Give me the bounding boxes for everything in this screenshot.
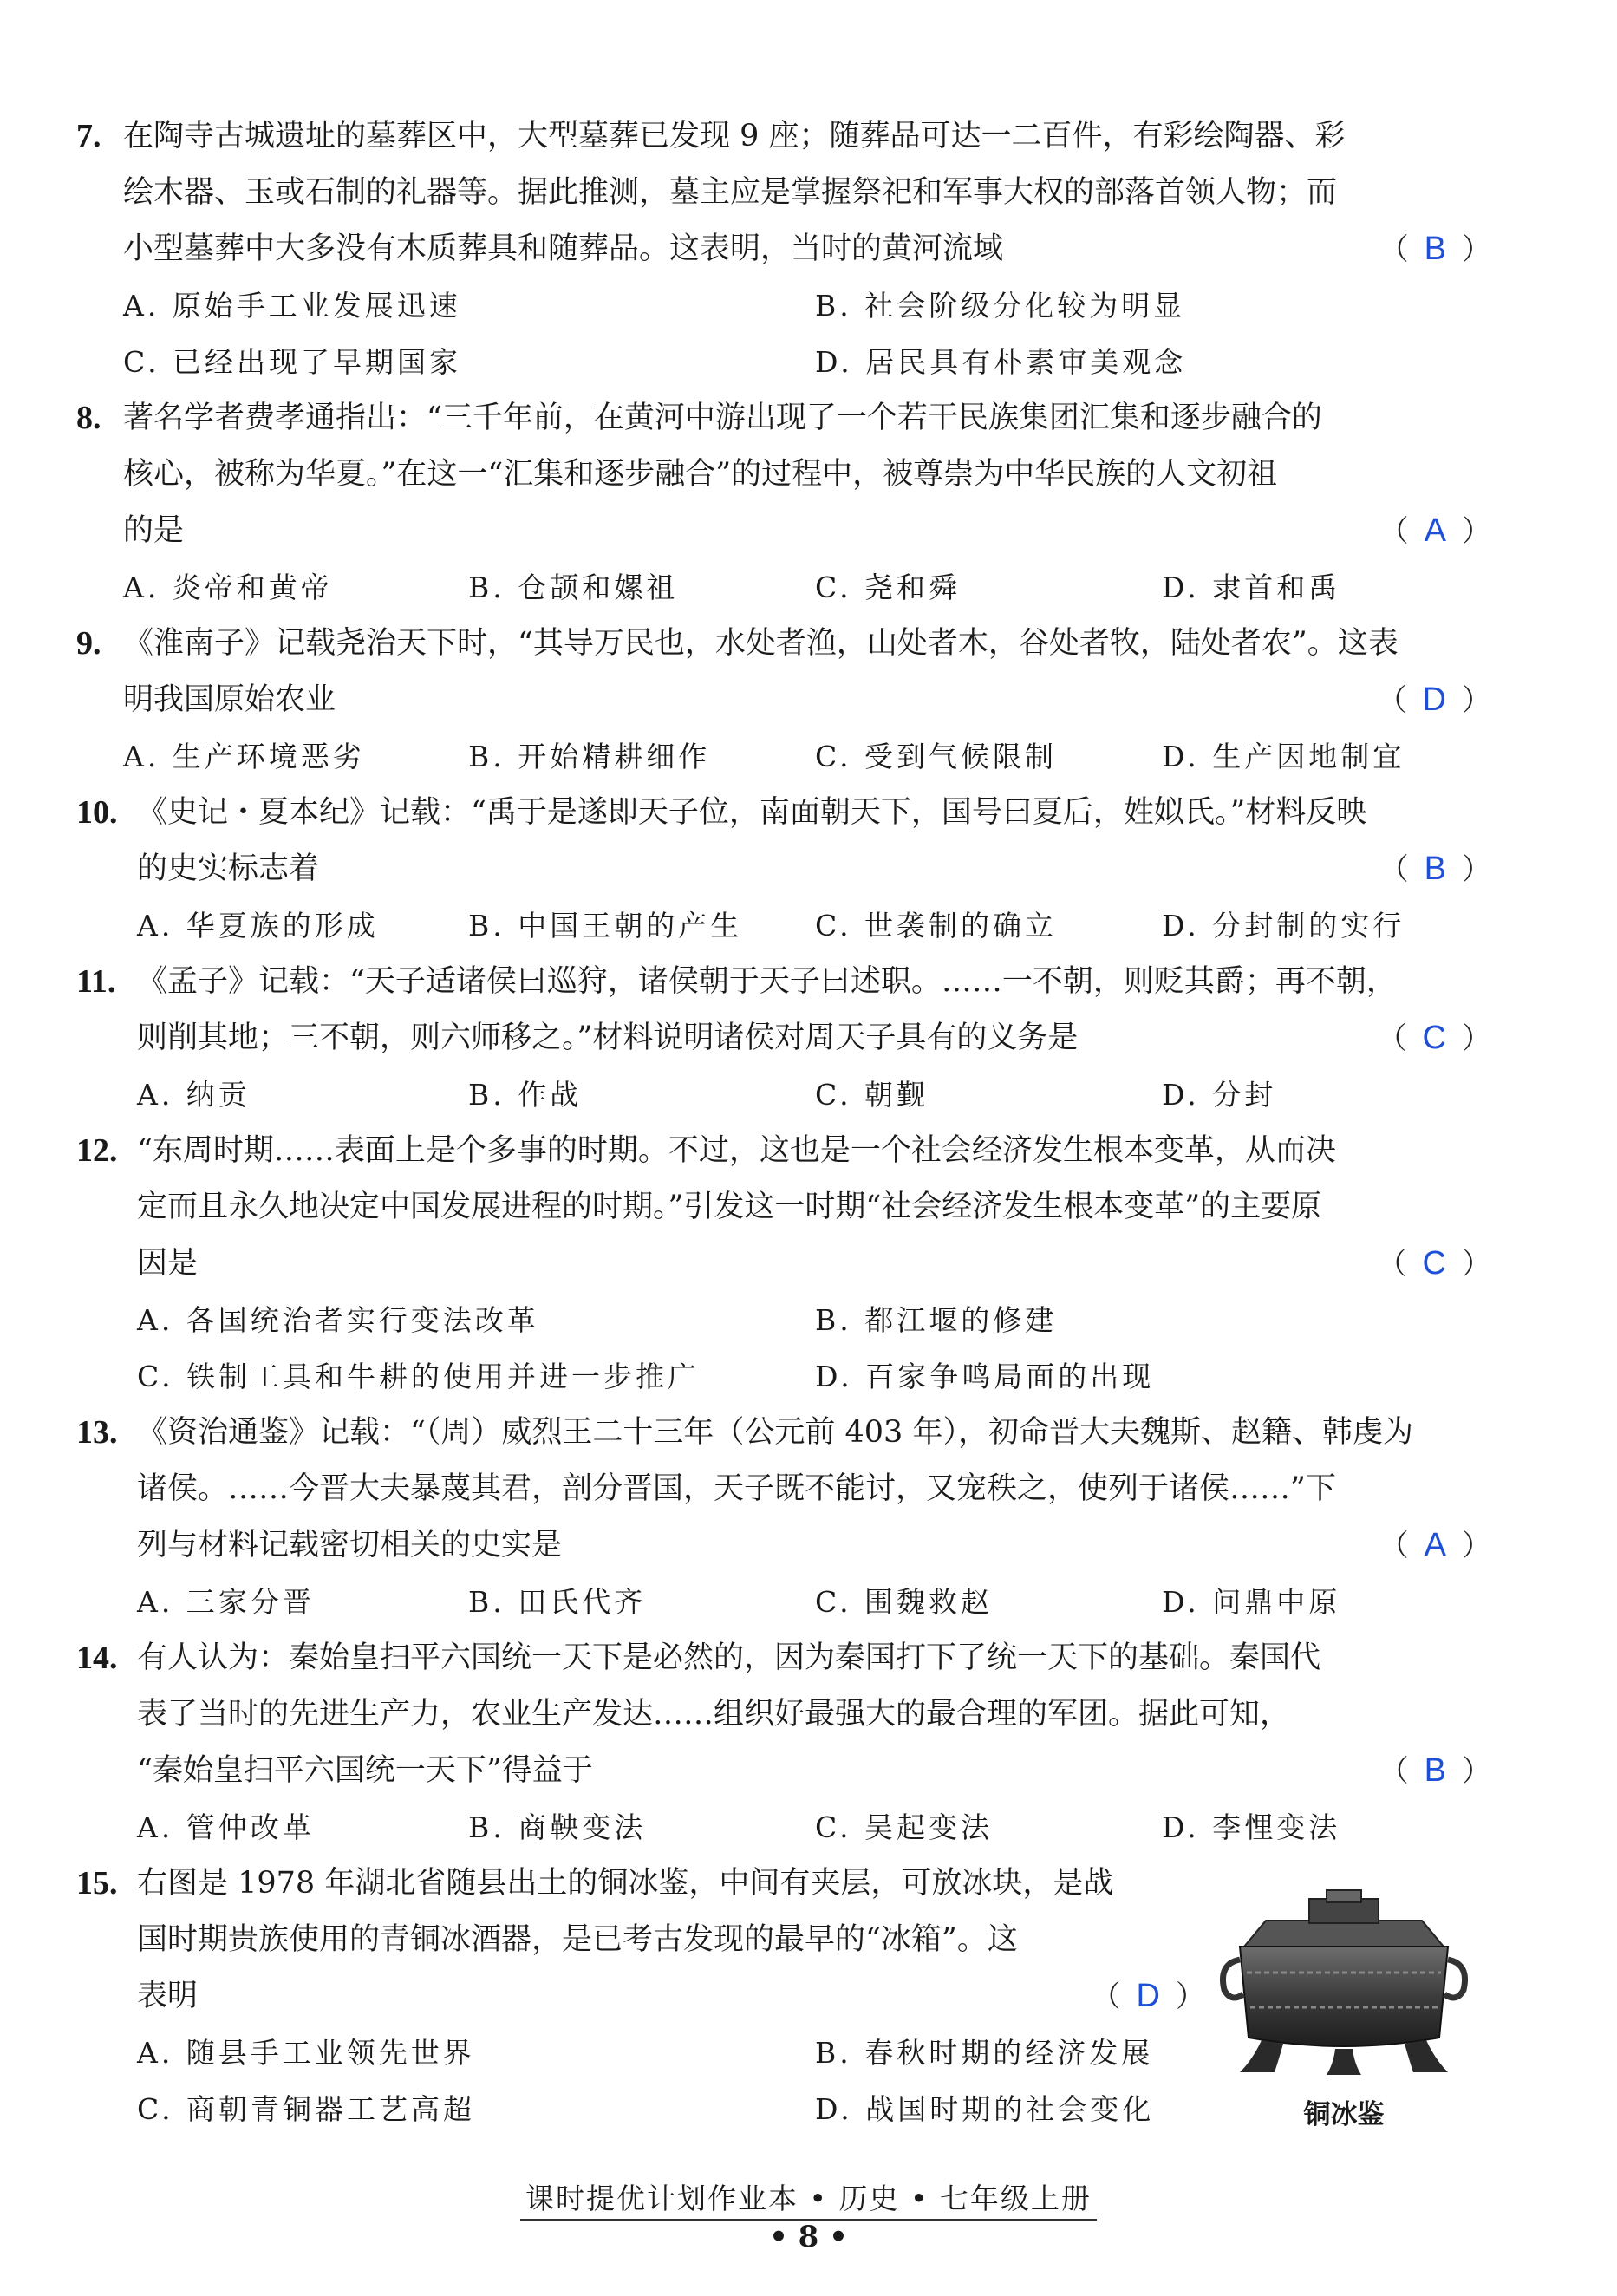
option-c: C. 商朝青铜器工艺高超 [137,2092,476,2126]
answer-letter: D [1422,682,1446,718]
question-number: 8. [76,400,101,436]
option-d: D. 百家争鸣局面的出现 [815,1360,1155,1393]
option-b: B. 中国王朝的产生 [468,909,743,943]
question-text: 因是 [137,1246,199,1281]
question-9 [69,616,1491,785]
option-d: D. 问鼎中原 [1162,1585,1341,1619]
question-14 [69,1630,1491,1856]
option-c: C. 围魏救赵 [815,1585,994,1619]
question-number: 7. [76,118,101,154]
question-text: “秦始皇扫平六国统一天下”得益于 [137,1753,593,1788]
answer-bracket: （ A ） [1379,1527,1491,1563]
answer-bracket: （ B ） [1379,851,1491,887]
question-11 [69,954,1491,1123]
question-text: 列与材料记载密切相关的史实是 [137,1528,563,1562]
answer-bracket: （ C ） [1377,1245,1491,1282]
question-text: 明我国原始农业 [123,682,336,717]
option-c: C. 尧和舜 [815,571,962,604]
option-b: B. 开始精耕细作 [468,740,711,773]
question-7 [69,108,1491,390]
question-10 [69,785,1491,954]
answer-bracket: （ C ） [1377,1020,1491,1056]
option-b: B. 田氏代齐 [468,1585,647,1619]
question-text: 小型墓葬中大多没有木质葬具和随葬品。这表明，当时的黄河流域 [123,232,1004,266]
answer-bracket: （ D ） [1091,1978,1205,2014]
option-d: D. 李悝变法 [1162,1810,1341,1844]
option-d: D. 生产因地制宜 [1162,740,1405,773]
option-d: D. 居民具有朴素审美观念 [815,345,1187,379]
question-text: “东周时期……表面上是个多事的时期。不过，这也是一个社会经济发生根本变革，从而决 [137,1133,1336,1168]
question-text: 则削其地；三不朝，则六师移之。”材料说明诸侯对周天子具有的义务是 [137,1021,1079,1055]
question-text: 有人认为：秦始皇扫平六国统一天下是必然的，因为秦国打下了统一天下的基础。秦国代 [137,1640,1321,1675]
question-number: 10. [76,794,118,831]
option-b: B. 春秋时期的经济发展 [815,2036,1154,2070]
answer-letter: A [1424,1527,1446,1563]
option-d: D. 分封制的实行 [1162,909,1405,943]
question-text: 在陶寺古城遗址的墓葬区中，大型墓葬已发现 9 座；随葬品可达一二百件，有彩绘陶器、彩 [123,119,1346,153]
question-text: 《史记・夏本纪》记载：“禹于是遂即天子位，南面朝天下，国号曰夏后，姓姒氏。”材料反映 [137,795,1367,830]
page-number: • 8 • [769,2220,848,2254]
question-13 [69,1405,1491,1630]
option-a: A. 原始手工业发展迅速 [123,289,461,323]
question-text: 核心，被称为华夏。”在这一“汇集和逐步融合”的过程中，被尊崇为中华民族的人文初祖 [123,457,1278,492]
question-text: 诸侯。……今晋大夫暴蔑其君，剖分晋国，天子既不能讨，又宠秩之，使列于诸侯……”下 [137,1471,1336,1506]
question-number: 11. [76,963,116,1000]
question-text: 绘木器、玉或石制的礼器等。据此推测，墓主应是掌握祭祀和军事大权的部落首领人物；而 [123,175,1338,210]
question-number: 15. [76,1865,118,1901]
answer-letter: B [1424,231,1446,267]
footer-title: 课时提优计划作业本 • 历史 • 七年级上册 [0,2176,1617,2217]
question-15 [69,1856,1205,2137]
option-d: D. 战国时期的社会变化 [815,2092,1155,2126]
option-c: C. 已经出现了早期国家 [123,345,462,379]
answer-letter: A [1424,512,1446,549]
question-text: 《资治通鉴》记载：“（周）威烈王二十三年（公元前 403 年），初命晋大夫魏斯、赵籍、韩虔为 [137,1415,1413,1450]
answer-letter: D [1136,1978,1160,2014]
answer-letter: C [1422,1245,1446,1282]
option-a: A. 炎帝和黄帝 [123,571,333,604]
answer-bracket: （ A ） [1379,512,1491,549]
option-b: B. 社会阶级分化较为明显 [815,289,1186,323]
question-8 [69,390,1491,616]
option-a: A. 生产环境恶劣 [123,740,365,773]
option-c: C. 受到气候限制 [815,740,1058,773]
question-text: 的史实标志着 [137,851,320,886]
question-text: 国时期贵族使用的青铜冰酒器，是已考古发现的最早的“冰箱”。这 [137,1922,1018,1957]
question-text: 右图是 1978 年湖北省随县出土的铜冰鉴，中间有夹层，可放冰块，是战 [137,1866,1114,1901]
question-number: 12. [76,1132,118,1169]
option-a: A. 管仲改革 [137,1810,315,1844]
bronze-ice-chest-image [1214,1886,1474,2085]
option-a: A. 三家分晋 [137,1585,315,1619]
figure-caption: 铜冰鉴 [1303,2099,1385,2130]
option-b: B. 商鞅变法 [468,1810,647,1844]
option-d: D. 分封 [1162,1078,1277,1112]
answer-letter: B [1424,1752,1446,1789]
option-d: D. 隶首和禹 [1162,571,1341,604]
option-b: B. 仓颉和嫘祖 [468,571,679,604]
option-a: A. 华夏族的形成 [137,909,379,943]
option-a: A. 各国统治者实行变法改革 [137,1303,539,1337]
question-12 [69,1123,1491,1405]
option-a: A. 随县手工业领先世界 [137,2036,475,2070]
answer-letter: B [1424,851,1446,887]
question-text: 著名学者费孝通指出：“三千年前，在黄河中游出现了一个若干民族集团汇集和逐步融合的 [123,401,1322,435]
answer-bracket: （ B ） [1379,231,1491,267]
option-b: B. 都江堰的修建 [815,1303,1058,1337]
bronze-ice-chest-figure [1214,1886,1474,2131]
option-c: C. 朝觐 [815,1078,929,1112]
option-c: C. 吴起变法 [815,1810,994,1844]
question-text: 表明 [137,1979,199,2013]
answer-bracket: （ D ） [1377,682,1491,718]
question-number: 14. [76,1640,118,1676]
answer-letter: C [1422,1020,1446,1056]
option-a: A. 纳贡 [137,1078,251,1112]
question-number: 13. [76,1414,118,1451]
option-c: C. 铁制工具和牛耕的使用并进一步推广 [137,1360,701,1393]
question-text: 《淮南子》记载尧治天下时，“其导万民也，水处者渔，山处者木，谷处者牧，陆处者农”。这表 [123,626,1399,661]
question-text: 表了当时的先进生产力，农业生产发达……组织好最强大的最合理的军团。据此可知， [137,1697,1291,1732]
option-c: C. 世袭制的确立 [815,909,1058,943]
option-b: B. 作战 [468,1078,583,1112]
question-number: 9. [76,625,101,662]
answer-bracket: （ B ） [1379,1752,1491,1789]
question-text: 《孟子》记载：“天子适诸侯曰巡狩，诸侯朝于天子曰述职。……一不朝，则贬其爵；再不朝， [137,964,1397,999]
question-text: 定而且永久地决定中国发展进程的时期。”引发这一时期“社会经济发生根本变革”的主要原 [137,1190,1322,1224]
question-text: 的是 [123,513,185,548]
